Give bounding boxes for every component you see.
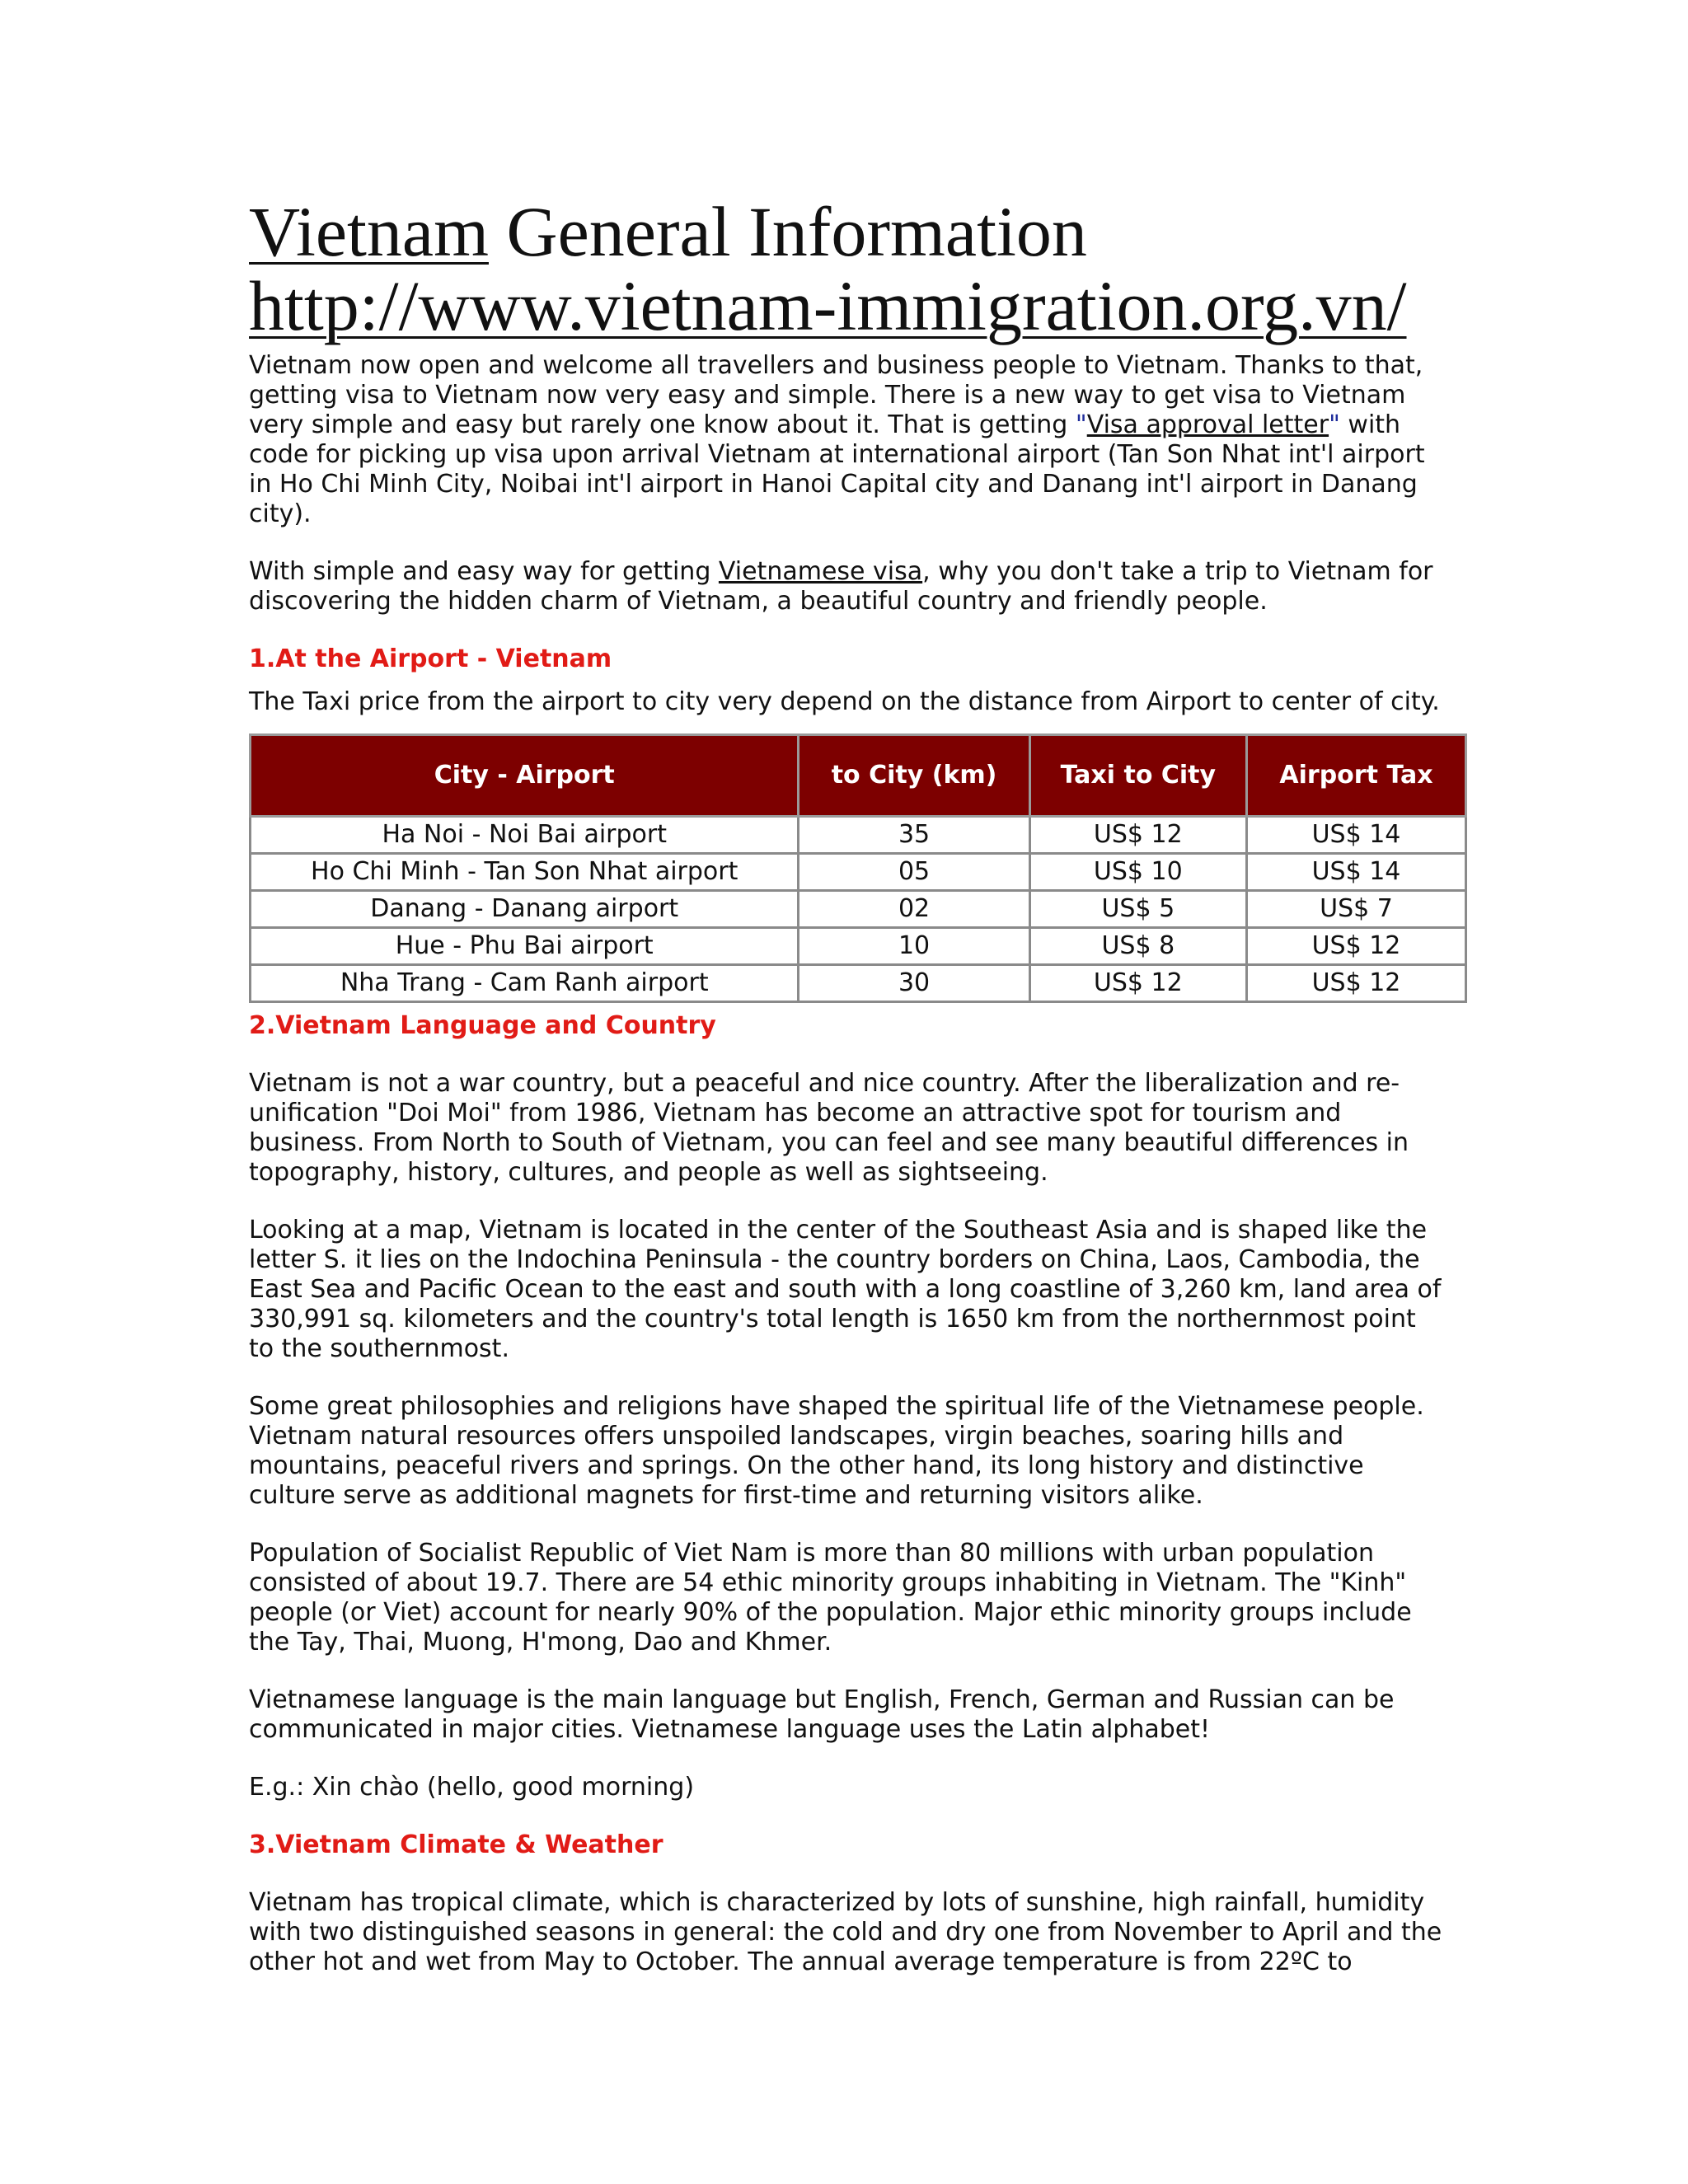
table-cell: 35 (799, 817, 1029, 854)
visa-approval-letter-link[interactable]: Visa approval letter (1086, 410, 1329, 439)
section-heading-airport: 1.At the Airport - Vietnam (249, 644, 612, 673)
table-cell: US$ 12 (1246, 965, 1465, 1002)
table-cell: Hue - Phu Bai airport (251, 928, 799, 965)
table-row (251, 854, 1466, 891)
document-page (249, 194, 1467, 2005)
airport-table (249, 733, 1467, 1003)
table-header-cell: to City (km) (799, 735, 1029, 817)
table-header-cell: City - Airport (251, 735, 799, 817)
table-cell: Ho Chi Minh - Tan Son Nhat airport (251, 854, 799, 891)
table-cell: US$ 12 (1029, 965, 1246, 1002)
table-cell: 30 (799, 965, 1029, 1002)
intro2-text-a: With simple and easy way for getting (249, 557, 719, 586)
table-cell: 05 (799, 854, 1029, 891)
table-row (251, 817, 1466, 854)
table-cell: US$ 7 (1246, 891, 1465, 928)
table-cell: 10 (799, 928, 1029, 965)
site-url-link[interactable]: http://www.vietnam-immigration.org.vn/ (249, 266, 1407, 345)
vietnamese-visa-link[interactable]: Vietnamese visa (718, 557, 923, 586)
table-header-row (251, 735, 1466, 817)
table-cell: US$ 8 (1029, 928, 1246, 965)
language-paragraph-3: Some great philosophies and religions have shaped the spiritual life of the Vietnamese people. Vietnam natural resources offers unspoiled landscapes, virgin beaches, soaring hills and mountains, peaceful rivers and springs. On the other hand, its long history and distinctive culture serve as additional magnets for first-time and returning visitors alike. (249, 1392, 1424, 1510)
language-paragraph-4: Population of Socialist Republic of Viet Nam is more than 80 millions with urban population consisted of about 19.7. There are 54 ethic minority groups inhabiting in Vietnam. The "Kinh" people (or Viet) account for nearly 90% of the population. Major ethic minority groups include the Tay, Thai, Muong, H'mong, Dao and Khmer. (249, 1539, 1412, 1657)
table-cell: US$ 12 (1246, 928, 1465, 965)
table-cell: US$ 14 (1246, 817, 1465, 854)
table-cell: Danang - Danang airport (251, 891, 799, 928)
language-paragraph-1: Vietnam is not a war country, but a peaceful and nice country. After the liberalization and re-unification "Doi Moi" from 1986, Vietnam has become an attractive spot for tourism and business. From North to South of Vietnam, you can feel and see many beautiful differences in topography, history, cultures, and people as well as sightseeing. (249, 1069, 1409, 1187)
intro-text-a: Vietnam now open and welcome all travellers and business people to Vietnam. Thanks to that, getting visa to Vietnam now very easy and simple. There is a new way to get visa to Vietnam very simple and easy but rarely one know about it. That is getting (249, 351, 1423, 439)
table-header-cell: Airport Tax (1246, 735, 1465, 817)
table-cell: US$ 10 (1029, 854, 1246, 891)
language-paragraph-6: E.g.: Xin chào (hello, good morning) (249, 1773, 695, 1802)
intro-text-b: with code for picking up visa upon arrival Vietnam at international airport (Tan Son Nhat int'l airport in Ho Chi Minh City, Noibai int'l airport in Hanoi Capital city and Danang int'l airport in Danang city). (249, 410, 1425, 528)
language-paragraph-2: Looking at a map, Vietnam is located in the center of the Southeast Asia and is shaped like the letter S. it lies on the Indochina Peninsula - the country borders on China, Laos, Cambodia, the East Sea and Pacific Ocean to the east and south with a long coastline of 3,260 km, land area of 330,991 sq. kilometers and the country's total length is 1650 km from the northernmost point to the southernmost. (249, 1216, 1442, 1363)
table-cell: Nha Trang - Cam Ranh airport (251, 965, 799, 1002)
table-cell: Ha Noi - Noi Bai airport (251, 817, 799, 854)
language-paragraph-5: Vietnamese language is the main language but English, French, German and Russian can be communicated in major cities. Vietnamese language uses the Latin alphabet! (249, 1685, 1395, 1744)
table-row (251, 891, 1466, 928)
section-heading-climate: 3.Vietnam Climate & Weather (249, 1830, 663, 1859)
airport-paragraph: The Taxi price from the airport to city very depend on the distance from Airport to center of city. (249, 687, 1440, 716)
table-cell: US$ 14 (1246, 854, 1465, 891)
table-cell: US$ 12 (1029, 817, 1246, 854)
table-cell: 02 (799, 891, 1029, 928)
table-cell: US$ 5 (1029, 891, 1246, 928)
intro2-text-b: , why you don't take a trip to Vietnam for discovering the hidden charm of Vietnam, a beautiful country and friendly people. (249, 557, 1433, 616)
table-row (251, 965, 1466, 1002)
intro-paragraph-2 (249, 557, 1444, 616)
vietnam-title-link[interactable]: Vietnam (249, 192, 489, 271)
quote-open: " (1075, 410, 1087, 439)
table-row (251, 928, 1466, 965)
climate-paragraph-1: Vietnam has tropical climate, which is characterized by lots of sunshine, high rainfall, humidity with two distinguished seasons in general: the cold and dry one from November to April and the other hot and wet from May to October. The annual average temperature is from 22ºC to (249, 1888, 1442, 1976)
title-rest: General Information (488, 192, 1087, 271)
quote-close: " (1329, 410, 1340, 439)
table-header-cell: Taxi to City (1029, 735, 1246, 817)
intro-paragraph-1 (249, 351, 1444, 529)
section-heading-language: 2.Vietnam Language and Country (249, 1011, 716, 1040)
page-title (249, 194, 1467, 343)
